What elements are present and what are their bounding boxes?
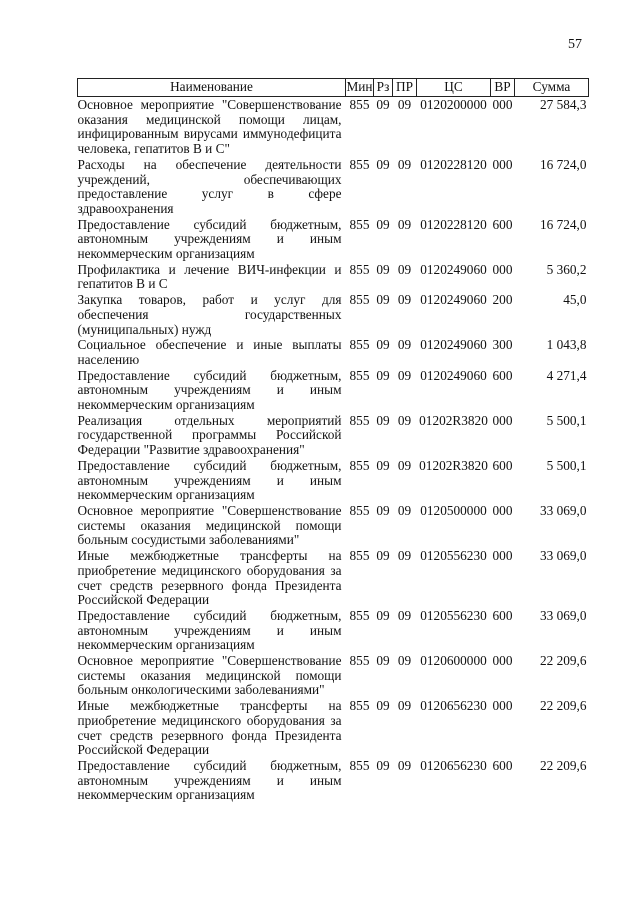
cell-cs: 0120249060 [420,261,487,277]
cell-cs: 0120656230 [420,698,487,714]
cell-sum: 1 043,8 [546,337,587,353]
cell-pr: 09 [397,367,412,383]
cell-vr: 000 [492,502,513,518]
cell-sum: 16 724,0 [539,156,587,172]
cell-pr: 09 [397,261,412,277]
cell-min: 855 [349,412,370,428]
table-row [78,698,589,758]
cell-name: Иные межбюджетные трансферты на приобретение медицинского оборудования за счет средств резервного фонда Президента Российской Федерации [77,548,342,608]
cell-rz: 09 [376,412,390,428]
table-body [78,97,589,804]
cell-rz: 09 [376,757,390,773]
cell-pr: 09 [397,548,412,564]
cell-min: 855 [349,502,370,518]
cell-min: 855 [349,367,370,383]
cell-pr: 09 [397,337,412,353]
cell-rz: 09 [376,337,390,353]
header-rz: Рз [374,79,393,97]
cell-rz: 09 [376,292,390,308]
table-row [78,368,589,413]
table-row [78,413,589,458]
cell-min: 855 [349,548,370,564]
cell-rz: 09 [376,97,390,112]
table-row [78,548,589,608]
cell-cs: 0120500000 [420,502,487,518]
cell-name: Основное мероприятие "Совершенствование системы оказания медицинской помощи больным онкологическими заболеваниями" [77,653,342,698]
cell-sum: 4 271,4 [546,367,587,383]
cell-min: 855 [349,337,370,353]
cell-min: 855 [349,97,370,112]
cell-sum: 22 209,6 [539,757,587,773]
cell-min: 855 [349,261,370,277]
cell-vr: 000 [492,698,513,714]
cell-name: Основное мероприятие "Совершенствование системы оказания медицинской помощи больным сосудистыми заболеваниями" [77,502,342,548]
cell-cs: 0120600000 [420,653,487,669]
cell-rz: 09 [376,261,390,277]
header-min: Мин [346,79,374,97]
cell-min: 855 [349,757,370,773]
cell-sum: 27 584,3 [539,97,587,112]
cell-pr: 09 [397,502,412,518]
table-row [78,97,589,157]
cell-name: Предоставление субсидий бюджетным, автономным учреждениям и иным некоммерческим организациям [77,216,342,262]
cell-sum: 22 209,6 [539,653,587,669]
table-row [78,157,589,217]
cell-pr: 09 [397,412,412,428]
cell-vr: 000 [492,156,513,172]
cell-vr: 600 [492,216,513,232]
cell-pr: 09 [397,698,412,714]
cell-vr: 600 [492,367,513,383]
cell-vr: 000 [492,97,513,112]
cell-vr: 000 [492,412,513,428]
cell-name: Закупка товаров, работ и услуг для обеспечения государственных (муниципальных) нужд [77,292,342,337]
budget-table [77,78,589,803]
cell-vr: 000 [492,653,513,669]
cell-sum: 33 069,0 [539,607,587,623]
cell-name: Реализация отдельных мероприятий государственной программы Российской Федерации "Развитие здравоохранения" [77,412,342,458]
cell-min: 855 [349,216,370,232]
table-row [78,217,589,262]
cell-name: Иные межбюджетные трансферты на приобретение медицинского оборудования за счет средств резервного фонда Президента Российской Федерации [77,698,342,758]
cell-rz: 09 [376,156,390,172]
cell-name: Расходы на обеспечение деятельности учреждений, обеспечивающих предоставление услуг в сфере здравоохранения [77,156,342,216]
cell-cs: 0120228120 [420,216,487,232]
header-sum: Сумма [515,79,589,97]
cell-cs: 0120228120 [420,156,487,172]
cell-cs: 0120656230 [420,757,487,773]
cell-min: 855 [349,607,370,623]
cell-rz: 09 [376,607,390,623]
cell-pr: 09 [397,216,412,232]
cell-pr: 09 [397,156,412,172]
cell-min: 855 [349,653,370,669]
cell-vr: 000 [492,261,513,277]
cell-cs: 0120249060 [420,367,487,383]
cell-rz: 09 [376,502,390,518]
cell-name: Социальное обеспечение и иные выплаты населению [77,337,342,367]
cell-min: 855 [349,156,370,172]
cell-vr: 600 [492,607,513,623]
cell-name: Основное мероприятие "Совершенствование оказания медицинской помощи лицам, инфицированным вирусами иммунодефицита человека, гепатитов В и С" [77,97,342,157]
cell-name: Предоставление субсидий бюджетным, автономным учреждениям и иным некоммерческим организациям [77,457,342,503]
page-number: 57 [568,37,582,52]
cell-cs: 0120249060 [420,292,487,308]
cell-cs: 0120556230 [420,607,487,623]
cell-cs: 01202R3820 [419,412,488,428]
cell-sum: 33 069,0 [539,548,587,564]
header-vr: ВР [491,79,515,97]
cell-sum: 5 500,1 [546,457,587,473]
cell-rz: 09 [376,216,390,232]
cell-vr: 600 [492,757,513,773]
cell-cs: 0120249060 [420,337,487,353]
table-row [78,503,589,548]
cell-rz: 09 [376,653,390,669]
cell-min: 855 [349,457,370,473]
header-name: Наименование [78,79,346,97]
table-row [78,653,589,698]
cell-min: 855 [349,292,370,308]
cell-cs: 01202R3820 [419,457,488,473]
cell-name: Предоставление субсидий бюджетным, автономным учреждениям и иным некоммерческим организациям [77,757,342,803]
cell-sum: 5 360,2 [546,261,587,277]
cell-vr: 200 [492,292,513,308]
cell-sum: 16 724,0 [539,216,587,232]
cell-pr: 09 [397,457,412,473]
cell-min: 855 [349,698,370,714]
table-row [78,458,589,503]
cell-sum: 45,0 [563,292,587,308]
table-header-row [78,79,589,97]
table-row [78,608,589,653]
cell-sum: 5 500,1 [546,412,587,428]
cell-vr: 600 [492,457,513,473]
cell-name: Профилактика и лечение ВИЧ-инфекции и гепатитов В и С [77,261,342,292]
table-row [78,758,589,803]
cell-rz: 09 [376,698,390,714]
cell-pr: 09 [397,757,412,773]
cell-rz: 09 [376,548,390,564]
cell-name: Предоставление субсидий бюджетным, автономным учреждениям и иным некоммерческим организациям [77,367,342,413]
cell-vr: 300 [492,337,513,353]
cell-rz: 09 [376,367,390,383]
cell-pr: 09 [397,97,412,112]
header-cs: ЦС [417,79,491,97]
cell-name: Предоставление субсидий бюджетным, автономным учреждениям и иным некоммерческим организациям [77,607,342,653]
cell-pr: 09 [397,607,412,623]
cell-sum: 22 209,6 [539,698,587,714]
cell-sum: 33 069,0 [539,502,587,518]
table-row [78,292,589,337]
cell-cs: 0120200000 [420,97,487,112]
cell-vr: 000 [492,548,513,564]
cell-rz: 09 [376,457,390,473]
header-pr: ПР [393,79,417,97]
cell-pr: 09 [397,292,412,308]
table-row [78,337,589,367]
cell-cs: 0120556230 [420,548,487,564]
cell-pr: 09 [397,653,412,669]
table-row [78,262,589,292]
